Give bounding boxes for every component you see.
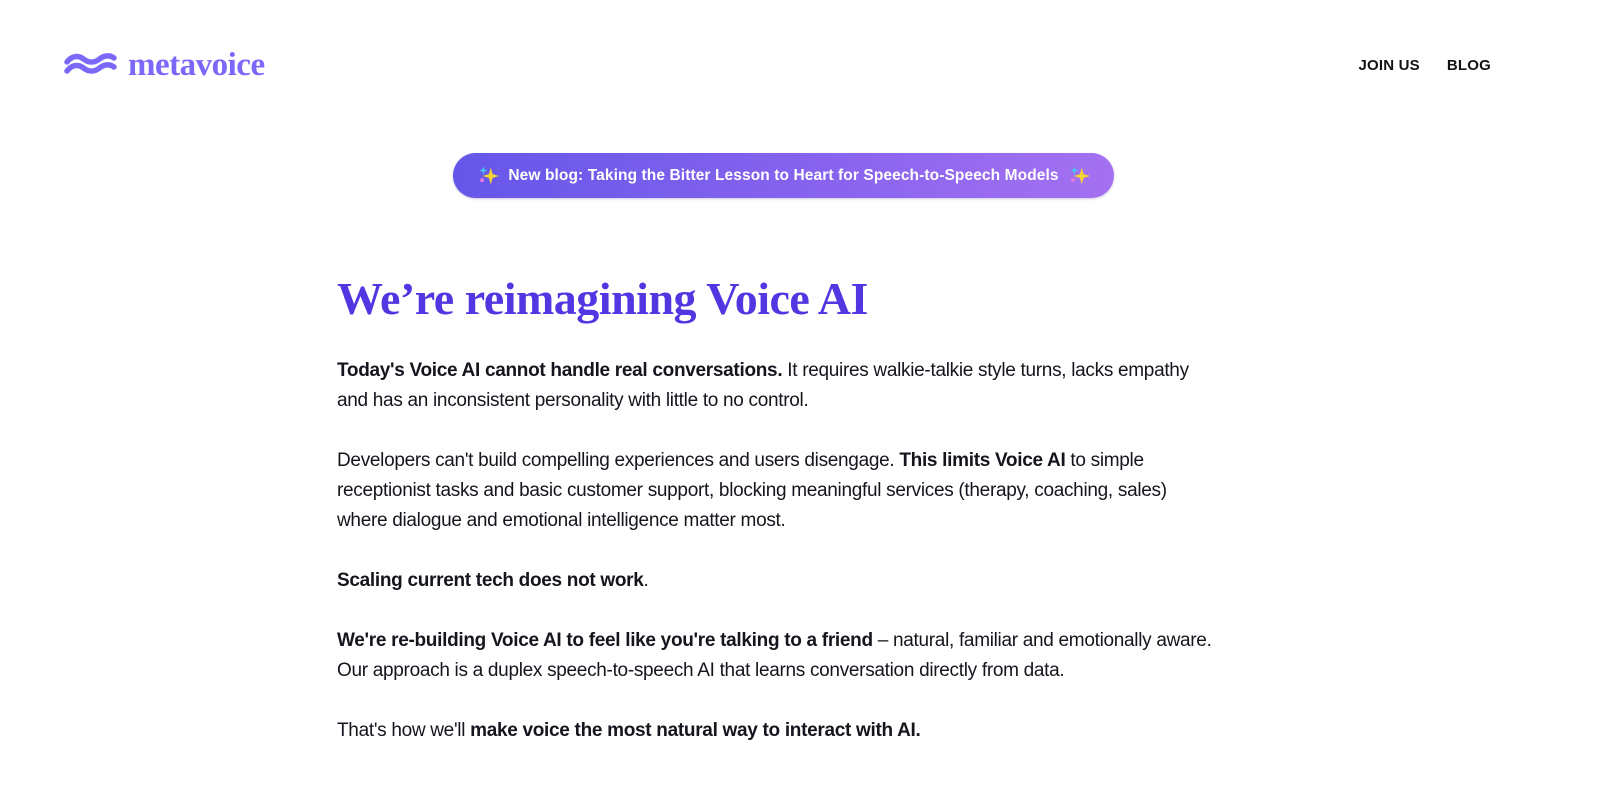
wave-logo-icon bbox=[64, 49, 118, 81]
paragraph-text: – natural, familiar and emotionally aware. Our approach is a duplex speech-to-speech AI that learns conversation directly from data. bbox=[337, 629, 1212, 681]
paragraph-text: That's how we'll bbox=[337, 719, 471, 741]
body-copy bbox=[337, 356, 1230, 746]
main-content bbox=[337, 153, 1230, 746]
paragraph-bold-text: Today's Voice AI cannot handle real conversations. bbox=[337, 359, 783, 381]
paragraph-rebuilding bbox=[337, 626, 1217, 686]
new-blog-banner[interactable] bbox=[453, 153, 1113, 198]
sparkles-icon bbox=[1068, 165, 1090, 187]
sparkles-icon bbox=[477, 165, 499, 187]
page-header bbox=[0, 0, 1600, 100]
paragraph-text: . bbox=[643, 569, 649, 591]
paragraph-problem bbox=[337, 356, 1217, 416]
paragraph-text: to simple receptionist tasks and basic customer support, blocking meaningful services (therapy, coaching, sales) where dialogue and emotional intelligence matter most. bbox=[337, 449, 1167, 531]
paragraph-bold-text: We're re-building Voice AI to feel like you're talking to a friend bbox=[337, 629, 873, 651]
paragraph-text: It requires walkie-talkie style turns, lacks empathy and has an inconsistent personality with little to no control. bbox=[337, 359, 1189, 411]
nav-join-us-link[interactable]: JOIN US bbox=[1358, 56, 1420, 74]
paragraph-mission bbox=[337, 716, 1217, 746]
paragraph-bold-text: Scaling current tech does not work bbox=[337, 569, 644, 591]
paragraph-limits bbox=[337, 446, 1217, 536]
paragraph-bold-text: This limits Voice AI bbox=[899, 449, 1066, 471]
banner-label: New blog: Taking the Bitter Lesson to Heart for Speech-to-Speech Models bbox=[508, 166, 1059, 184]
paragraph-scaling bbox=[337, 566, 1217, 596]
announcement-banner-wrap bbox=[337, 153, 1230, 198]
brand-wordmark: metavoice bbox=[128, 46, 265, 83]
metavoice-logo[interactable] bbox=[64, 47, 265, 84]
top-nav bbox=[1358, 57, 1491, 74]
paragraph-text: Developers can't build compelling experiences and users disengage. bbox=[337, 449, 900, 471]
paragraph-bold-text: make voice the most natural way to interact with AI. bbox=[470, 719, 921, 741]
page-title: We’re reimagining Voice AI bbox=[337, 273, 868, 324]
nav-blog-link[interactable]: BLOG bbox=[1446, 56, 1491, 74]
